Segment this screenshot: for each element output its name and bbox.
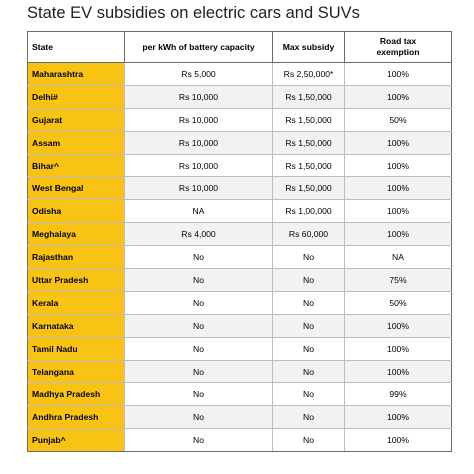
max-subsidy-cell: Rs 1,50,000 bbox=[273, 131, 345, 154]
max-subsidy-cell: Rs 1,50,000 bbox=[273, 177, 345, 200]
per-kwh-cell: Rs 4,000 bbox=[125, 223, 273, 246]
road-tax-cell: 100% bbox=[345, 154, 452, 177]
max-subsidy-cell: No bbox=[273, 360, 345, 383]
table-row bbox=[28, 291, 452, 314]
per-kwh-cell: No bbox=[125, 429, 273, 452]
state-cell: Rajasthan bbox=[28, 246, 125, 269]
max-subsidy-cell: No bbox=[273, 269, 345, 292]
per-kwh-cell: No bbox=[125, 291, 273, 314]
table-row bbox=[28, 314, 452, 337]
road-tax-cell: 99% bbox=[345, 383, 452, 406]
table-row bbox=[28, 131, 452, 154]
table-row bbox=[28, 246, 452, 269]
state-cell: Assam bbox=[28, 131, 125, 154]
per-kwh-cell: No bbox=[125, 246, 273, 269]
table-row bbox=[28, 154, 452, 177]
state-cell: Karnataka bbox=[28, 314, 125, 337]
table-row bbox=[28, 383, 452, 406]
road-tax-cell: 50% bbox=[345, 291, 452, 314]
state-cell: Telangana bbox=[28, 360, 125, 383]
header-road-tax-line2: exemption bbox=[376, 47, 420, 57]
road-tax-cell: 100% bbox=[345, 360, 452, 383]
road-tax-cell: NA bbox=[345, 246, 452, 269]
per-kwh-cell: No bbox=[125, 337, 273, 360]
header-state: State bbox=[28, 32, 125, 63]
road-tax-cell: 75% bbox=[345, 269, 452, 292]
header-road-tax bbox=[345, 32, 452, 63]
subsidy-table bbox=[27, 31, 452, 452]
road-tax-cell: 100% bbox=[345, 177, 452, 200]
table-header-row bbox=[28, 32, 452, 63]
state-cell: Odisha bbox=[28, 200, 125, 223]
max-subsidy-cell: Rs 60,000 bbox=[273, 223, 345, 246]
state-cell: Kerala bbox=[28, 291, 125, 314]
state-cell: Gujarat bbox=[28, 108, 125, 131]
table-row bbox=[28, 429, 452, 452]
max-subsidy-cell: No bbox=[273, 406, 345, 429]
road-tax-cell: 100% bbox=[345, 85, 452, 108]
max-subsidy-cell: Rs 2,50,000* bbox=[273, 63, 345, 86]
per-kwh-cell: Rs 5,000 bbox=[125, 63, 273, 86]
max-subsidy-cell: No bbox=[273, 246, 345, 269]
per-kwh-cell: Rs 10,000 bbox=[125, 108, 273, 131]
per-kwh-cell: No bbox=[125, 360, 273, 383]
per-kwh-cell: NA bbox=[125, 200, 273, 223]
table-row bbox=[28, 406, 452, 429]
max-subsidy-cell: No bbox=[273, 383, 345, 406]
road-tax-cell: 100% bbox=[345, 406, 452, 429]
road-tax-cell: 50% bbox=[345, 108, 452, 131]
header-max-subsidy: Max subsidy bbox=[273, 32, 345, 63]
table-row bbox=[28, 177, 452, 200]
per-kwh-cell: Rs 10,000 bbox=[125, 131, 273, 154]
max-subsidy-cell: No bbox=[273, 291, 345, 314]
per-kwh-cell: Rs 10,000 bbox=[125, 154, 273, 177]
state-cell: Madhya Pradesh bbox=[28, 383, 125, 406]
road-tax-cell: 100% bbox=[345, 429, 452, 452]
header-road-tax-line1: Road tax bbox=[379, 36, 417, 46]
per-kwh-cell: Rs 10,000 bbox=[125, 177, 273, 200]
max-subsidy-cell: No bbox=[273, 429, 345, 452]
table-row bbox=[28, 200, 452, 223]
max-subsidy-cell: Rs 1,50,000 bbox=[273, 108, 345, 131]
state-cell: Punjab^ bbox=[28, 429, 125, 452]
state-cell: Delhi# bbox=[28, 85, 125, 108]
max-subsidy-cell: Rs 1,00,000 bbox=[273, 200, 345, 223]
max-subsidy-cell: Rs 1,50,000 bbox=[273, 154, 345, 177]
table-row bbox=[28, 269, 452, 292]
state-cell: Andhra Pradesh bbox=[28, 406, 125, 429]
header-per-kwh: per kWh of battery capacity bbox=[125, 32, 273, 63]
max-subsidy-cell: No bbox=[273, 337, 345, 360]
table-row bbox=[28, 360, 452, 383]
state-cell: Uttar Pradesh bbox=[28, 269, 125, 292]
road-tax-cell: 100% bbox=[345, 223, 452, 246]
page-title: State EV subsidies on electric cars and SUVs bbox=[27, 4, 360, 22]
table-row bbox=[28, 223, 452, 246]
per-kwh-cell: No bbox=[125, 269, 273, 292]
state-cell: West Bengal bbox=[28, 177, 125, 200]
road-tax-cell: 100% bbox=[345, 337, 452, 360]
per-kwh-cell: No bbox=[125, 383, 273, 406]
per-kwh-cell: Rs 10,000 bbox=[125, 85, 273, 108]
state-cell: Meghalaya bbox=[28, 223, 125, 246]
road-tax-cell: 100% bbox=[345, 63, 452, 86]
state-cell: Tamil Nadu bbox=[28, 337, 125, 360]
state-cell: Maharashtra bbox=[28, 63, 125, 86]
max-subsidy-cell: Rs 1,50,000 bbox=[273, 85, 345, 108]
table-row bbox=[28, 85, 452, 108]
road-tax-cell: 100% bbox=[345, 131, 452, 154]
table-row bbox=[28, 337, 452, 360]
max-subsidy-cell: No bbox=[273, 314, 345, 337]
road-tax-cell: 100% bbox=[345, 314, 452, 337]
road-tax-cell: 100% bbox=[345, 200, 452, 223]
state-cell: Bihar^ bbox=[28, 154, 125, 177]
table-row bbox=[28, 108, 452, 131]
table-row bbox=[28, 63, 452, 86]
table-body bbox=[28, 63, 452, 452]
per-kwh-cell: No bbox=[125, 314, 273, 337]
per-kwh-cell: No bbox=[125, 406, 273, 429]
